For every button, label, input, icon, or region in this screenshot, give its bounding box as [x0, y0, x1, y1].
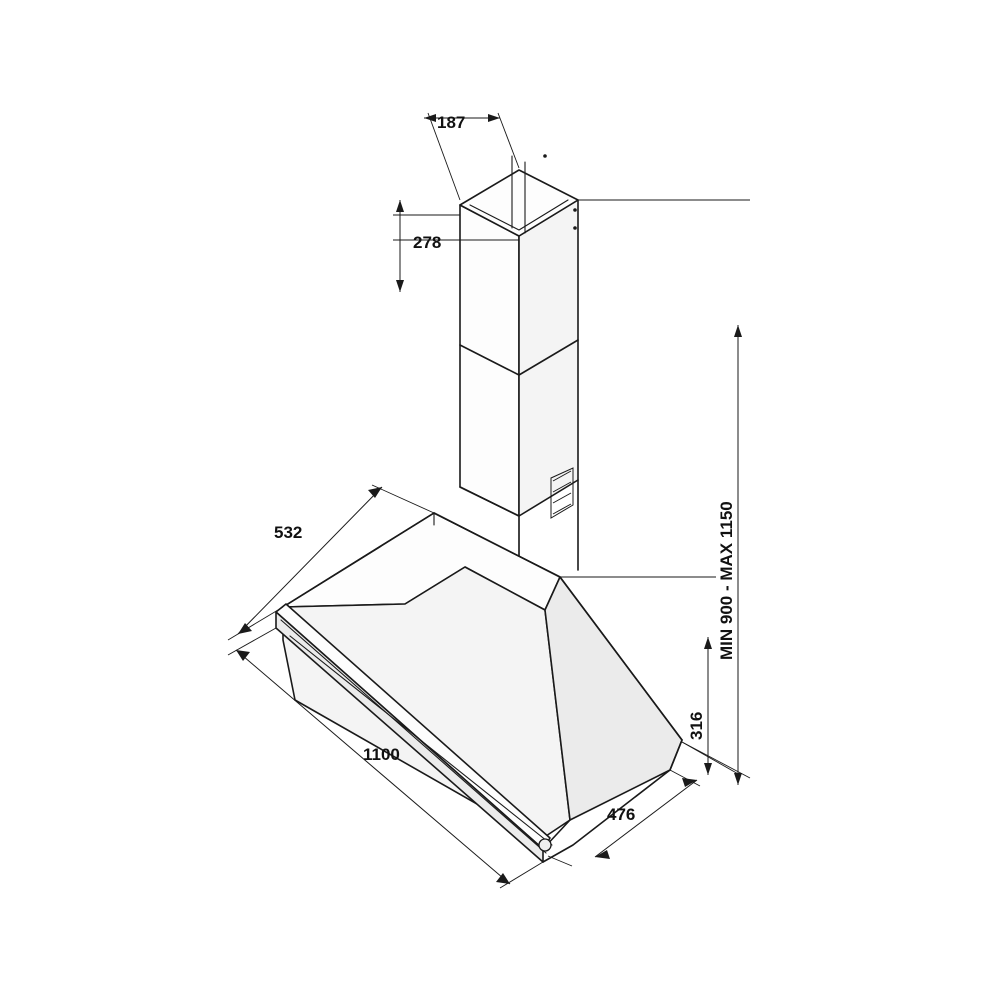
dim-316-label: 316 — [687, 711, 706, 740]
upper-chimney — [460, 154, 578, 516]
dim-1100-ext-end — [500, 862, 543, 888]
dim-187-ext-right — [498, 113, 519, 168]
dim-total-arrow-bottom — [734, 773, 742, 785]
dim-total-ext-bottom — [682, 742, 750, 778]
dim-476-ext-left — [548, 856, 572, 866]
canopy-right-face — [545, 577, 682, 820]
canopy-right-side — [545, 577, 682, 820]
dim-1100-ext-start — [228, 628, 276, 655]
dim-278-arrow-bottom — [396, 280, 404, 292]
dim-532-ext-bottom — [228, 607, 283, 640]
dim-532-arrow-bottom — [238, 623, 252, 634]
dim-316-arrow-top — [704, 637, 712, 649]
dim-187-arrow-right — [488, 114, 500, 122]
dim-187-label: 187 — [437, 113, 466, 132]
dim-278-label: 278 — [413, 233, 442, 252]
canopy-slope-face — [283, 567, 570, 840]
corner-detail — [539, 839, 551, 851]
dim-278-arrow-top — [396, 200, 404, 212]
canopy-slope — [283, 567, 570, 840]
fixing-hole-2 — [573, 226, 577, 230]
hood-body — [276, 154, 682, 862]
dim-532-ext-top — [372, 485, 434, 513]
dim-532-label: 532 — [274, 523, 303, 542]
dim-1100-label: 1100 — [363, 745, 400, 764]
dim-187-arrow-left — [424, 114, 436, 122]
dim-1100-arrow-end — [496, 873, 510, 884]
vent-slot-4 — [553, 504, 571, 514]
fixing-hole-3 — [543, 154, 547, 158]
fixing-hole-1 — [573, 208, 577, 212]
dim-1100-arrow-start — [236, 650, 250, 661]
dim-316-arrow-bottom — [704, 763, 712, 775]
dim-532-arrow-top — [368, 487, 382, 498]
dim-total-arrow-top — [734, 325, 742, 337]
dim-total-height-label: MIN 900 - MAX 1150 — [717, 501, 736, 660]
dim-476-label: 476 — [607, 805, 636, 824]
